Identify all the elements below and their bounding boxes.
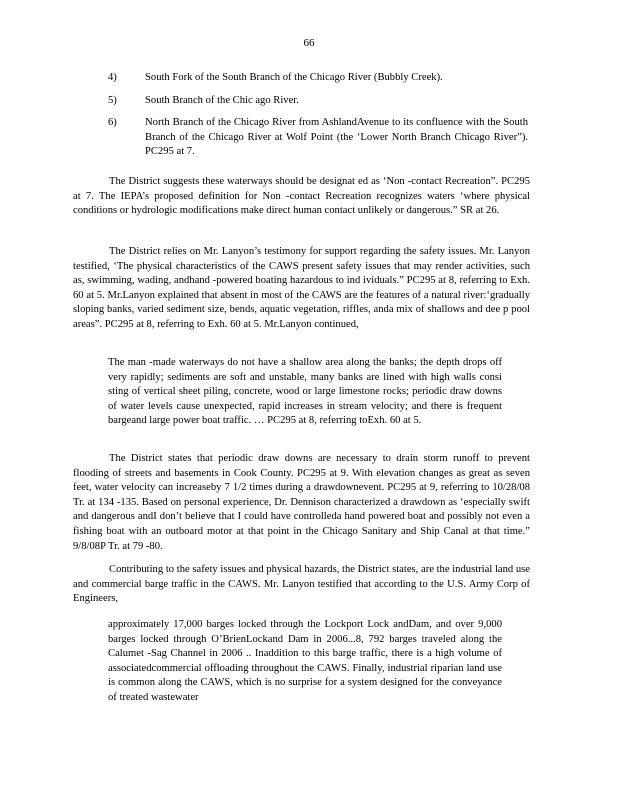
list-item-number: 6) (108, 117, 117, 129)
block-quote-man-made-waterways: The man -made waterways do not have a shallow area along the banks; the depth drops off very rapidly; sediments are soft and unstable, many banks are lined with high walls consi sting of vertical sheet piling, concrete, wood or large limestone rocks; periodic draw downs of water levels cause unexpected, rapid increases in stream velocity; and there is frequent bargeand large power boat traffic. … PC295 at 8, referring toExh. 60 at 5. (108, 357, 502, 427)
page-number: 66 (303, 37, 315, 49)
list-item-text: South Fork of the South Branch of the Chicago River (Bubbly Creek). (145, 72, 443, 83)
paragraph-district-suggests: The District suggests these waterways should be designat ed as ‘Non -contact Recreation”. PC295 at 7. The IEPA’s proposed definition for Non -contact Recreation recognizes waters ‘where physical conditions or hydrologic modifications make direct human contact unlikely or dangerous.” SR at 26. (73, 176, 530, 217)
list-item (108, 71, 528, 86)
paragraph-draw-downs: The District states that periodic draw downs are necessary to drain storm runoff to prevent flooding of streets and basements in Cook County. PC295 at 9. With elevation changes as great as seven feet, water velocity can increaseby 7 1/2 times during a drawdownevent. PC295 at 9, referring to 10/28/08 Tr. at 134 -135. Based on personal experience, Dr. Dennison characterized a drawdown as ‘especially swift and dangerous andI don’t believe that I could have controlleda hand powered boat and possibly not even a fishing boat with an outboard motor at that point in the Chicago Sanitary and Ship Canal at that time.” 9/8/08P Tr. at 79 -80. (73, 453, 530, 552)
list-item-text: South Branch of the Chic ago River. (145, 94, 299, 106)
waterway-list (108, 71, 528, 168)
list-item-number: 4) (108, 72, 117, 83)
list-item (108, 94, 528, 109)
list-item (108, 116, 528, 160)
paragraph-lanyon-testimony: The District relies on Mr. Lanyon’s testimony for support regarding the safety issues. Mr. Lanyon testified, ‘The physical characteristics of the CAWS present safety issues that may render activities, such as, swimming, wading, andhand -powered boating hazardous to ind ividuals.” PC295 at 8, referring to Exh. 60 at 5. Mr.Lanyon explained that absent in most of the CAWS are the features of a natural river:‘gradually sloping banks, varied sediment size, bends, aquatic vegetation, riffles, anda mix of shallows and dee p pool areas”. PC295 at 8, referring to Exh. 60 at 5. Mr.Lanyon continued, (73, 246, 530, 330)
list-item-text: North Branch of the Chicago River from AshlandAvenue to its confluence with the South Branch of the Chicago River at Wolf Point (the ‘Lower North Branch Chicago River”). PC295 at 7. (145, 117, 528, 158)
list-item-number: 5) (108, 94, 117, 106)
block-quote-barges: approximately 17,000 barges locked through the Lockport Lock andDam, and over 9,000 barges locked through O’BrienLockand Dam in 2006...8, 792 barges traveled along the Calumet -Sag Channel in 2006 .. Inaddition to this barge traffic, there is a high volume of associatedcommercial offloading throughout the CAWS. Finally, industrial riparian land use is common along the CAWS, which is no surprise for a system designed for the conveyance of treated wastewater (108, 619, 502, 703)
paragraph-barge-traffic: Contributing to the safety issues and physical hazards, the District states, are the industrial land use and commercial barge traffic in the CAWS. Mr. Lanyon testified that according to the U.S. Army Corp of Engineers, (73, 564, 530, 605)
